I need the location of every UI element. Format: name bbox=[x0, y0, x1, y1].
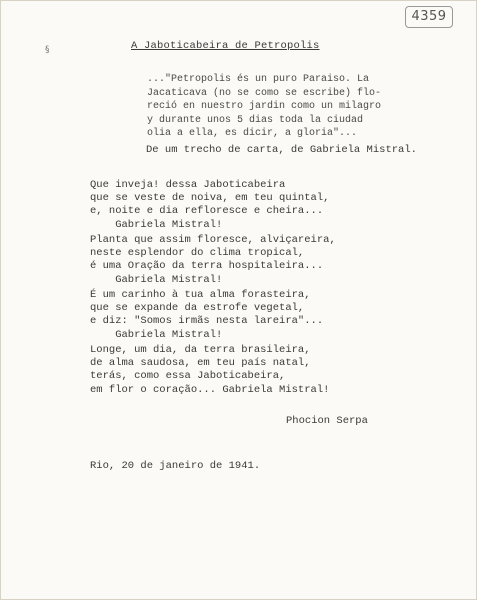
quote-line: ..."Petropolis és un puro Paraiso. La bbox=[147, 74, 370, 85]
epigraph-quote bbox=[147, 73, 381, 141]
poem-title: A Jaboticabeira de Petropolis bbox=[131, 40, 320, 52]
verse-line: é uma Oração da terra hospitaleira... bbox=[90, 260, 324, 273]
verse-line: Planta que assim floresce, alviçareira, bbox=[90, 234, 336, 246]
archive-number: 4359 bbox=[405, 6, 453, 28]
stanza bbox=[90, 234, 336, 287]
stanza bbox=[90, 179, 329, 232]
dateline: Rio, 20 de janeiro de 1941. bbox=[90, 460, 261, 472]
quote-line: olia a ella, es dicir, a gloria"... bbox=[147, 128, 358, 139]
verse-line: Gabriela Mistral! bbox=[90, 218, 223, 231]
corner-mark: § bbox=[45, 45, 50, 55]
quote-line: Jacaticava (no se como se escribe) flo- bbox=[147, 87, 382, 99]
quote-line: reció en nuestro jardin como un milagro bbox=[147, 101, 382, 112]
verse-line: terás, como essa Jaboticabeira, bbox=[90, 370, 286, 383]
verse-line: e diz: "Somos irmãs nesta lareira"... bbox=[90, 315, 324, 328]
verse-line: Gabriela Mistral! bbox=[90, 273, 223, 286]
stanza bbox=[90, 289, 323, 342]
stanza bbox=[90, 344, 329, 397]
verse-line: neste esplendor do clima tropical, bbox=[90, 247, 305, 260]
verse-line: É um carinho à tua alma forasteira, bbox=[90, 289, 311, 301]
quote-line: y durante unos 5 dias toda la ciudad bbox=[147, 114, 364, 126]
verse-line: em flor o coração... Gabriela Mistral! bbox=[90, 383, 330, 396]
author-signature: Phocion Serpa bbox=[286, 415, 368, 427]
quote-source: De um trecho de carta, de Gabriela Mistral. bbox=[146, 144, 417, 156]
verse-line: que se expande da estrofe vegetal, bbox=[90, 302, 305, 315]
verse-line: de alma saudosa, em teu país natal, bbox=[90, 357, 311, 370]
verse-line: Gabriela Mistral! bbox=[90, 328, 223, 341]
verse-line: e, noite e dia refloresce e cheira... bbox=[90, 205, 324, 218]
verse-line: Longe, um dia, da terra brasileira, bbox=[90, 344, 311, 356]
verse-line: que se veste de noiva, em teu quintal, bbox=[90, 192, 330, 205]
verse-line: Que inveja! dessa Jaboticabeira bbox=[90, 179, 286, 191]
